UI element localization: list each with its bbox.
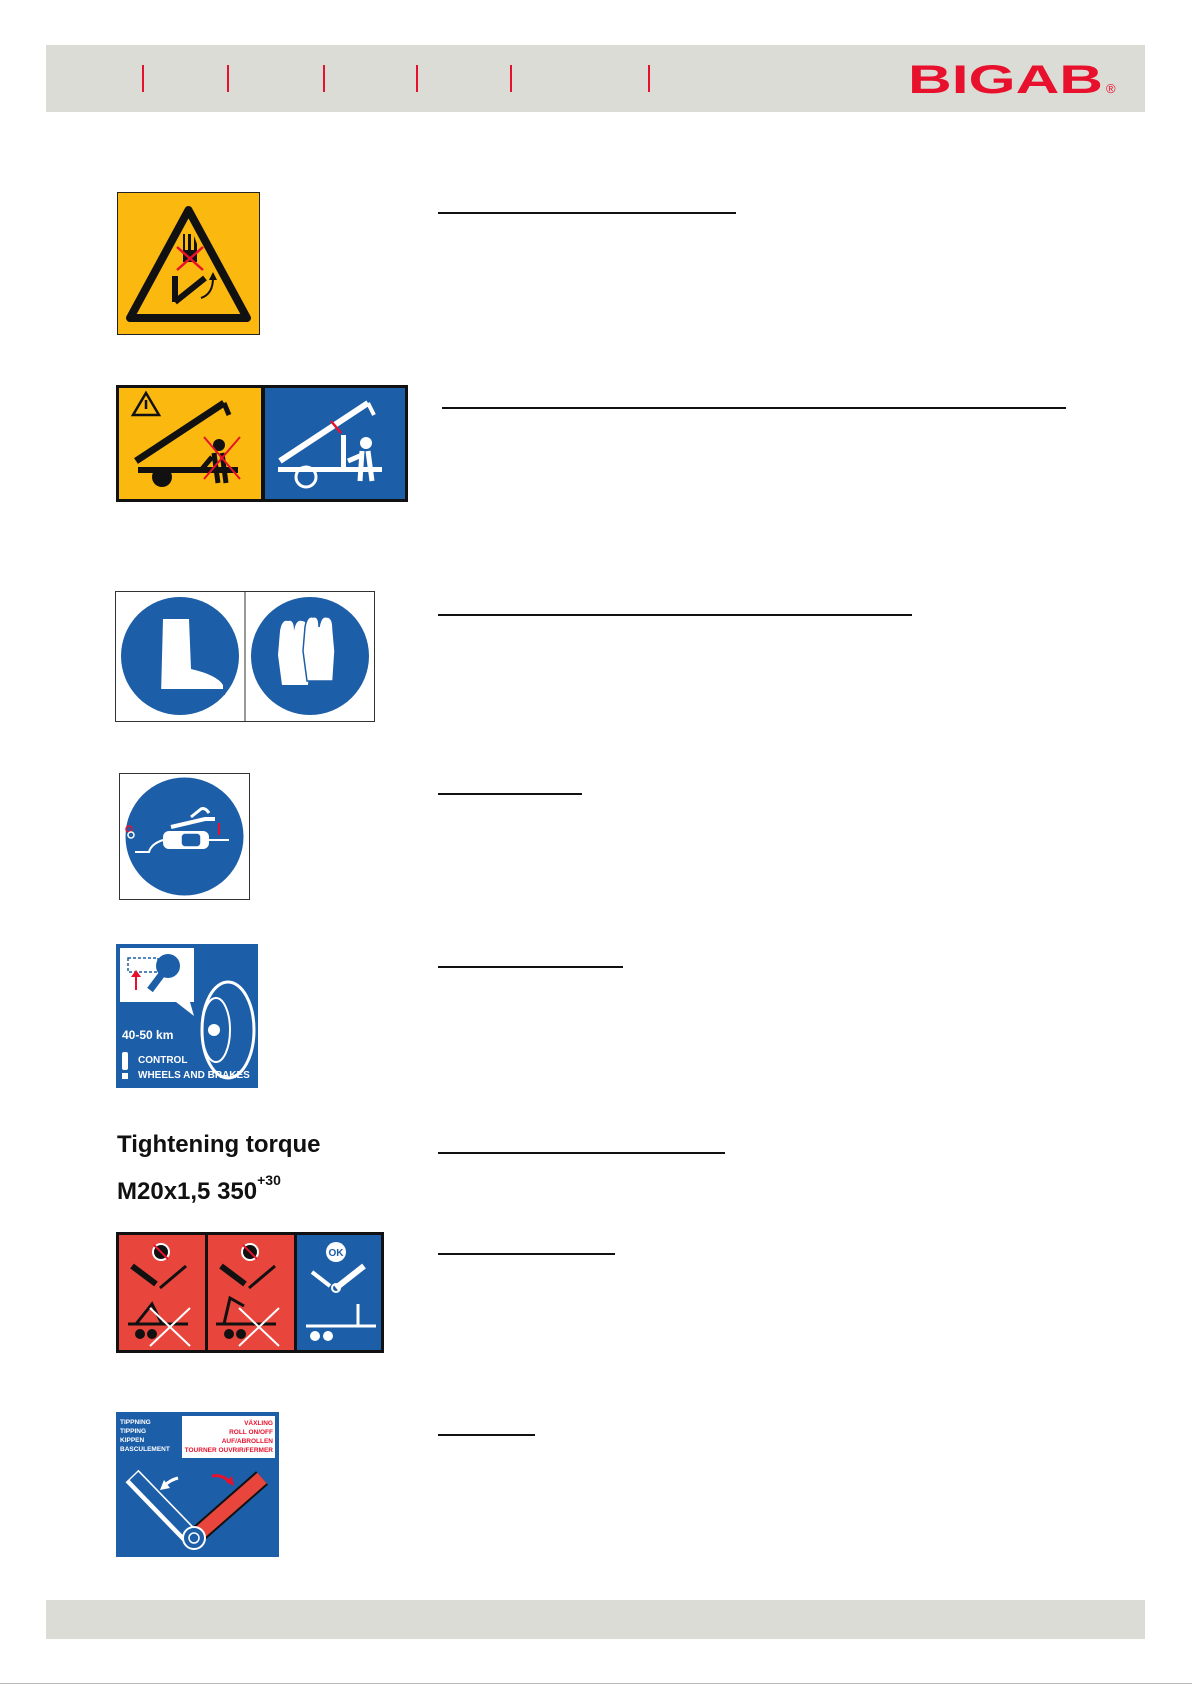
heading-underline — [438, 966, 623, 968]
protective-boots-gloves-icon — [115, 591, 375, 722]
wheel-check-icon — [116, 944, 258, 1088]
heading-underline — [438, 614, 912, 616]
lubrication-grease-gun-icon — [119, 773, 250, 900]
tipping-support-warning-icon — [116, 385, 408, 502]
sign-distance-text: 40-50 km — [122, 1028, 174, 1042]
heading-underline — [438, 1253, 615, 1255]
heading-underline — [438, 212, 736, 214]
bigab-logo — [908, 59, 1123, 99]
torque-value: M20x1,5 350 — [117, 1178, 258, 1205]
torque-title: Tightening torque — [117, 1131, 321, 1158]
header-divider — [648, 65, 650, 92]
page-header — [46, 45, 1145, 112]
heading-underline — [438, 1152, 725, 1154]
label-tippning: TIPPNING — [120, 1419, 151, 1426]
label-tipping: TIPPING — [120, 1428, 147, 1435]
tipping-lever-icon — [116, 1412, 279, 1557]
logo-text: BIGAB — [908, 59, 1103, 99]
heading-underline — [442, 407, 1066, 409]
page-footer — [46, 1600, 1145, 1639]
header-divider — [227, 65, 229, 92]
crush-hazard-warning-icon — [117, 192, 260, 335]
logo-registered-mark: ® — [1106, 81, 1116, 96]
torque-tolerance: +30 — [257, 1172, 281, 1188]
label-basculement: BASCULEMENT — [120, 1446, 170, 1453]
label-vaxling: VÄXLING — [244, 1420, 273, 1427]
label-auf-abrollen: AUF/ABROLLEN — [221, 1438, 273, 1445]
lever-position-icon — [116, 1232, 384, 1353]
header-divider — [416, 65, 418, 92]
sign-control-text: CONTROL — [138, 1055, 188, 1066]
header-divider — [142, 65, 144, 92]
header-divider — [323, 65, 325, 92]
heading-underline — [438, 793, 582, 795]
torque-spec — [117, 1172, 281, 1206]
heading-underline — [438, 1434, 535, 1436]
sign-wheels-brakes-text: WHEELS AND BRAKES — [138, 1070, 250, 1081]
ok-label: OK — [328, 1248, 344, 1259]
header-divider — [510, 65, 512, 92]
label-kippen: KIPPEN — [120, 1437, 145, 1444]
label-roll-on-off: ROLL ON/OFF — [229, 1429, 273, 1436]
label-tourner: TOURNER OUVRIR/FERMER — [184, 1447, 273, 1454]
page-edge-line — [0, 1683, 1192, 1684]
